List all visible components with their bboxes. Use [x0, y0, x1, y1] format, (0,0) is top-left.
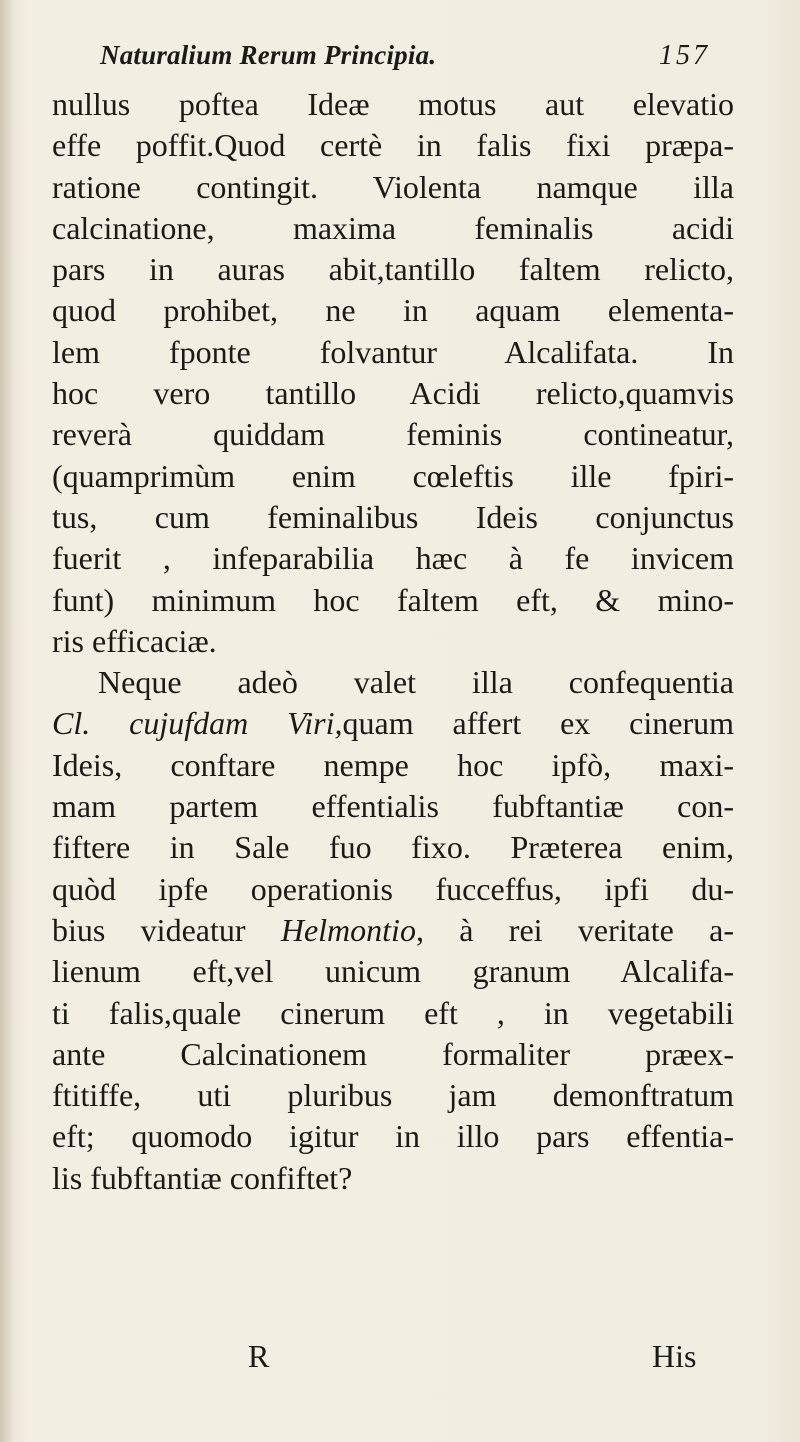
paragraph-start-line: Neque adeò valet illa confequentia [98, 664, 734, 701]
text-span: bius videatur [52, 911, 281, 948]
text-line: quòd ipfe operationis fucceffus, ipfi du- [52, 870, 734, 907]
running-head: Naturalium Rerum Principia. [100, 40, 437, 70]
text-span: quam affert ex cinerum [342, 705, 734, 742]
text-line: hoc vero tantillo Acidi relicto,quamvis [52, 375, 734, 412]
text-line: eft; quomodo igitur in illo pars effentia- [52, 1118, 734, 1155]
gutter-shadow [0, 0, 14, 1442]
page-header [100, 40, 710, 84]
text-line: effe poffit.Quod certè in falis fixi præpa- [52, 127, 734, 164]
text-line: calcinatione, maxima feminalis acidi [52, 209, 734, 246]
text-line: quod prohibet, ne in aquam elementa- [52, 292, 734, 329]
text-line: lis fubftantiæ confiftet? [52, 1159, 353, 1196]
text-line: Ideis, conftare nempe hoc ipfò, maxi- [52, 746, 734, 783]
text-line: ratione contingit. Violenta namque illa [52, 168, 734, 205]
text-span: , à rei veritate a- [415, 911, 734, 948]
text-line: fiftere in Sale fuo fixo. Præterea enim, [52, 829, 734, 866]
text-line: nullus poftea Ideæ motus aut elevatio [52, 86, 734, 122]
text-line: mam partem effentialis fubftantiæ con- [52, 788, 734, 825]
text-line: ante Calcinationem formaliter præex- [52, 1035, 734, 1072]
text-line-with-italic [52, 910, 734, 951]
body-text [52, 84, 734, 1199]
text-line: reverà quiddam feminis contineatur, [52, 416, 734, 453]
text-line: ris efficaciæ. [52, 622, 217, 659]
text-line: pars in auras abit,tantillo faltem relicto, [52, 251, 734, 288]
signature-mark: R [248, 1338, 270, 1374]
catchword: His [652, 1338, 697, 1374]
text-line: (quamprimùm enim cœleftis ille fpiri- [52, 457, 734, 494]
text-line: tus, cum feminalibus Ideis conjunctus [52, 498, 734, 535]
page-number: 157 [659, 40, 710, 71]
text-line: ftitiffe, uti pluribus jam demonftratum [52, 1077, 734, 1114]
italic-name: Helmontio [280, 911, 416, 948]
italic-phrase: Cl. cujufdam Viri, [52, 705, 343, 742]
text-line: fuerit , infeparabilia hæc à fe invicem [52, 540, 734, 577]
text-line: lem fponte folvantur Alcalifata. In [52, 333, 734, 370]
text-line: ti falis,quale cinerum eft , in vegetabili [52, 994, 734, 1031]
text-line: funt) minimum hoc faltem eft, & mino- [52, 581, 734, 618]
text-line: lienum eft,vel unicum granum Alcalifa- [52, 953, 734, 990]
text-line-with-italic [52, 703, 734, 744]
